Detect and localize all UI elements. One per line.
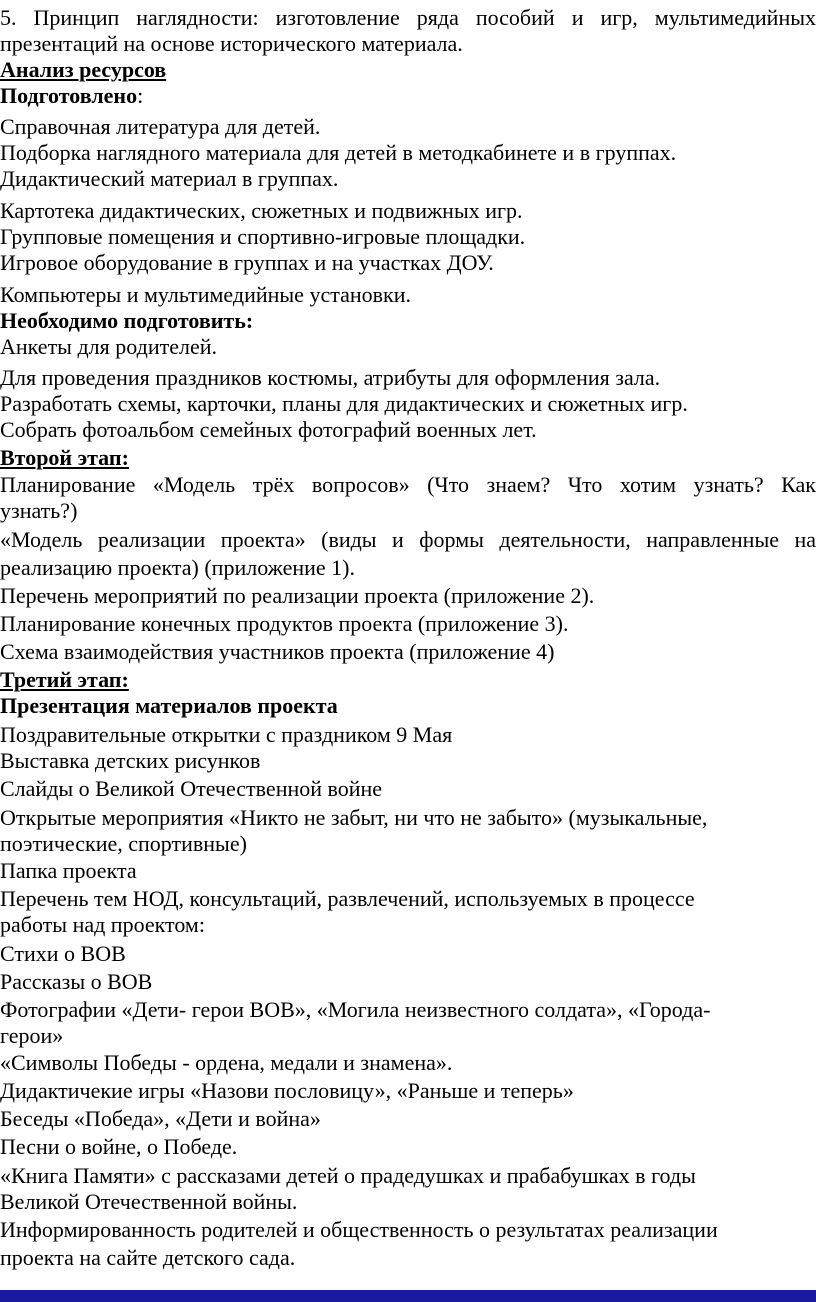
list-item: Фотографии «Дети- герои ВОВ», «Могила неизвестного солдата», «Города- xyxy=(0,997,711,1022)
list-item: Выставка детских рисунков xyxy=(0,748,261,773)
list-item: Справочная литература для детей. xyxy=(0,114,321,139)
subheading-to-prepare: Необходимо подготовить: xyxy=(0,308,254,333)
list-item: Картотека дидактических, сюжетных и подвижных игр. xyxy=(0,198,523,223)
subheading-prepared-label: Подготовлено xyxy=(0,83,138,108)
list-item: «Книга Памяти» с рассказами детей о прадедушках и прабабушках в годы xyxy=(0,1163,696,1188)
list-item: Компьютеры и мультимедийные установки. xyxy=(0,282,411,307)
list-item: Дидактический материал в группах. xyxy=(0,166,339,191)
list-item: Поздравительные открытки с праздником 9 Мая xyxy=(0,722,453,747)
list-item: Разработать схемы, карточки, планы для дидактических и сюжетных игр. xyxy=(0,391,688,416)
list-item-continuation: проекта на сайте детского сада. xyxy=(0,1245,296,1270)
list-item-continuation: работы над проектом: xyxy=(0,912,205,937)
list-item: Слайды о Великой Отечественной войне xyxy=(0,776,383,801)
list-item: Для проведения праздников костюмы, атрибуты для оформления зала. xyxy=(0,365,661,390)
list-item: Перечень тем НОД, консультаций, развлечений, используемых в процессе xyxy=(0,886,695,911)
list-item: Планирование конечных продуктов проекта (приложение 3). xyxy=(0,611,569,636)
list-item: Стихи о ВОВ xyxy=(0,941,126,966)
list-item: Подборка наглядного материала для детей в методкабинете и в группах. xyxy=(0,140,677,165)
section-heading-stage-3: Третий этап: xyxy=(0,667,129,692)
list-item: Игровое оборудование в группах и на участках ДОУ. xyxy=(0,250,494,275)
bottom-bar xyxy=(0,1290,816,1302)
list-item: Планирование «Модель трёх вопросов» (Что знаем? Что хотим узнать? Как xyxy=(0,472,816,497)
list-item: Анкеты для родителей. xyxy=(0,334,217,359)
list-item: «Символы Победы - ордена, медали и знамена». xyxy=(0,1050,453,1075)
list-item: Групповые помещения и спортивно-игровые площадки. xyxy=(0,224,526,249)
list-item: Схема взаимодействия участников проекта (приложение 4) xyxy=(0,639,555,664)
list-item: Беседы «Победа», «Дети и война» xyxy=(0,1106,321,1131)
list-item-continuation: Великой Отечественной войны. xyxy=(0,1189,298,1214)
list-item: Рассказы о ВОВ xyxy=(0,969,153,994)
list-item: Информированность родителей и общественность о результатах реализации xyxy=(0,1217,718,1242)
list-item: Папка проекта xyxy=(0,858,137,883)
list-item: Дидактичекие игры «Назови пословицу», «Раньше и теперь» xyxy=(0,1078,574,1103)
subheading-presentation: Презентация материалов проекта xyxy=(0,693,338,718)
list-item-continuation: узнать?) xyxy=(0,498,78,523)
list-item: «Модель реализации проекта» (виды и формы деятельности, направленные на xyxy=(0,527,816,552)
subheading-prepared-colon: : xyxy=(137,83,144,108)
list-item: Открытые мероприятия «Никто не забыт, ни что не забыто» (музыкальные, xyxy=(0,805,708,830)
principle-line-2: презентаций на основе исторического материала. xyxy=(0,31,463,56)
list-item: Собрать фотоальбом семейных фотографий военных лет. xyxy=(0,417,537,442)
section-heading-resources: Анализ ресурсов xyxy=(0,57,167,82)
section-heading-stage-2: Второй этап: xyxy=(0,445,129,470)
list-item: Перечень мероприятий по реализации проекта (приложение 2). xyxy=(0,583,595,608)
list-item-continuation: реализацию проекта) (приложение 1). xyxy=(0,555,355,580)
list-item-continuation: герои» xyxy=(0,1023,64,1048)
subheading-prepared xyxy=(0,83,816,109)
principle-line-1: 5. Принцип наглядности: изготовление ряда пособий и игр, мультимедийных xyxy=(0,5,816,30)
list-item: Песни о войне, о Победе. xyxy=(0,1134,238,1159)
list-item-continuation: поэтические, спортивные) xyxy=(0,831,247,856)
